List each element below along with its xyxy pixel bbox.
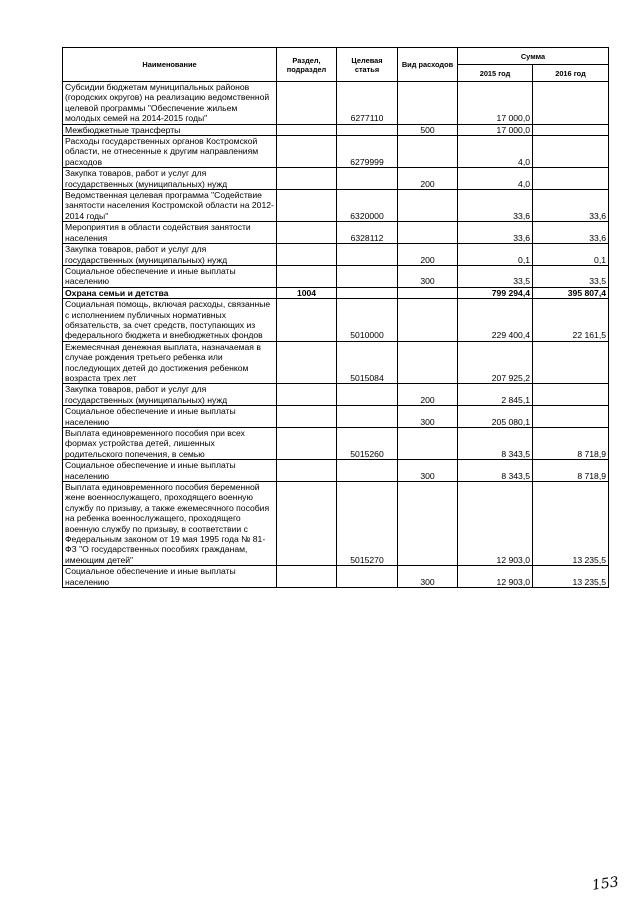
row-target-code [337, 406, 398, 428]
row-name: Социальное обеспечение и иные выплаты населению [63, 265, 277, 287]
row-name: Социальная помощь, включая расходы, связанные с исполнением публичных нормативных обязательств, за счет средств, поступающих из федерального бюджета и внебюджетных фондов [63, 299, 277, 342]
row-name: Социальное обеспечение и иные выплаты населению [63, 460, 277, 482]
row-expense-type: 200 [398, 384, 458, 406]
row-target-code: 6277110 [337, 82, 398, 125]
row-sum-2016 [533, 168, 609, 190]
table-row [63, 406, 609, 428]
table-row [63, 190, 609, 222]
row-name: Охрана семьи и детства [63, 287, 277, 298]
row-sum-2016: 13 235,5 [533, 482, 609, 566]
row-sum-2015: 207 925,2 [458, 341, 533, 384]
row-target-code [337, 124, 398, 135]
table-row [63, 265, 609, 287]
row-target-code: 6279999 [337, 136, 398, 168]
row-expense-type: 500 [398, 124, 458, 135]
table-row [63, 384, 609, 406]
row-section [277, 341, 337, 384]
row-sum-2016: 8 718,9 [533, 460, 609, 482]
row-expense-type [398, 299, 458, 342]
row-target-code: 6320000 [337, 190, 398, 222]
row-target-code: 6328112 [337, 222, 398, 244]
row-name: Выплата единовременного пособия при всех формах устройства детей, лишенных родительского попечения, в семью [63, 428, 277, 460]
table-row [63, 482, 609, 566]
row-sum-2015: 2 845,1 [458, 384, 533, 406]
row-target-code: 5010000 [337, 299, 398, 342]
row-sum-2015: 33,5 [458, 265, 533, 287]
row-sum-2015: 17 000,0 [458, 124, 533, 135]
row-name: Выплата единовременного пособия беременной жене военнослужащего, проходящего военную службу по призыву, а также ежемесячного пособия на ребенка военнослужащего, проходящего военную службу по призыву, в соответствии с Федеральным законом от 19 мая 1995 года № 81-ФЗ "О государственных пособиях гражданам, имеющим детей" [63, 482, 277, 566]
row-sum-2015: 0,1 [458, 244, 533, 266]
row-sum-2016 [533, 124, 609, 135]
header-name: Наименование [63, 48, 277, 82]
table-row [63, 244, 609, 266]
row-sum-2015: 4,0 [458, 136, 533, 168]
row-expense-type [398, 136, 458, 168]
row-sum-2016 [533, 406, 609, 428]
row-sum-2016: 0,1 [533, 244, 609, 266]
row-section [277, 384, 337, 406]
table-body [63, 82, 609, 588]
row-section [277, 222, 337, 244]
table-row [63, 168, 609, 190]
row-name: Межбюджетные трансферты [63, 124, 277, 135]
row-sum-2016: 8 718,9 [533, 428, 609, 460]
row-sum-2016 [533, 136, 609, 168]
row-target-code: 5015270 [337, 482, 398, 566]
row-expense-type [398, 190, 458, 222]
row-target-code [337, 460, 398, 482]
row-name: Социальное обеспечение и иные выплаты населению [63, 566, 277, 588]
row-expense-type: 300 [398, 406, 458, 428]
row-sum-2015: 8 343,5 [458, 460, 533, 482]
table-row [63, 136, 609, 168]
row-name: Закупка товаров, работ и услуг для государственных (муниципальных) нужд [63, 244, 277, 266]
row-sum-2016 [533, 384, 609, 406]
row-section [277, 482, 337, 566]
row-sum-2015: 33,6 [458, 190, 533, 222]
row-section [277, 190, 337, 222]
row-sum-2016: 22 161,5 [533, 299, 609, 342]
header-sum: Сумма [458, 48, 609, 65]
row-expense-type [398, 428, 458, 460]
row-section [277, 244, 337, 266]
row-sum-2016: 33,6 [533, 222, 609, 244]
row-target-code [337, 168, 398, 190]
row-target-code [337, 384, 398, 406]
row-section [277, 82, 337, 125]
row-name: Расходы государственных органов Костромской области, не отнесенные к другим направлениям расходов [63, 136, 277, 168]
header-target: Целевая статья [337, 48, 398, 82]
table-row [63, 460, 609, 482]
row-section [277, 566, 337, 588]
row-sum-2015: 205 080,1 [458, 406, 533, 428]
row-target-code: 5015260 [337, 428, 398, 460]
row-expense-type [398, 482, 458, 566]
row-target-code [337, 244, 398, 266]
row-expense-type: 300 [398, 460, 458, 482]
row-name: Ежемесячная денежная выплата, назначаемая в случае рождения третьего ребенка или последующих детей до достижения ребенком возраста трех лет [63, 341, 277, 384]
row-section [277, 136, 337, 168]
row-sum-2015: 33,6 [458, 222, 533, 244]
row-name: Социальное обеспечение и иные выплаты населению [63, 406, 277, 428]
row-sum-2016: 395 807,4 [533, 287, 609, 298]
row-section [277, 168, 337, 190]
row-name: Субсидии бюджетам муниципальных районов (городских округов) на реализацию ведомственной целевой программы "Обеспечение жильем молодых семей на 2014-2015 годы" [63, 82, 277, 125]
row-section [277, 265, 337, 287]
table-header [63, 48, 609, 82]
row-section [277, 124, 337, 135]
row-expense-type: 200 [398, 244, 458, 266]
table-row [63, 222, 609, 244]
row-section [277, 428, 337, 460]
row-target-code [337, 287, 398, 298]
row-sum-2015: 8 343,5 [458, 428, 533, 460]
page-number: 153 [591, 874, 620, 894]
row-target-code: 5015084 [337, 341, 398, 384]
header-year-2015: 2015 год [458, 65, 533, 82]
row-expense-type [398, 222, 458, 244]
row-sum-2015: 12 903,0 [458, 482, 533, 566]
header-section: Раздел, подраздел [277, 48, 337, 82]
table-row [63, 82, 609, 125]
row-section [277, 299, 337, 342]
budget-table [62, 47, 609, 588]
row-name: Закупка товаров, работ и услуг для государственных (муниципальных) нужд [63, 384, 277, 406]
row-expense-type: 300 [398, 265, 458, 287]
row-sum-2016 [533, 341, 609, 384]
row-expense-type: 200 [398, 168, 458, 190]
row-section [277, 460, 337, 482]
row-target-code [337, 566, 398, 588]
row-sum-2016: 13 235,5 [533, 566, 609, 588]
table-row [63, 341, 609, 384]
row-expense-type [398, 287, 458, 298]
row-expense-type: 300 [398, 566, 458, 588]
header-year-2016: 2016 год [533, 65, 609, 82]
table-row [63, 287, 609, 298]
row-name: Мероприятия в области содействия занятости населения [63, 222, 277, 244]
row-name: Ведомственная целевая программа "Содействие занятости населения Костромской области на 2012-2014 годы" [63, 190, 277, 222]
row-expense-type [398, 341, 458, 384]
table-row [63, 566, 609, 588]
row-sum-2016 [533, 82, 609, 125]
row-sum-2015: 799 294,4 [458, 287, 533, 298]
row-sum-2016: 33,6 [533, 190, 609, 222]
row-section: 1004 [277, 287, 337, 298]
table-row [63, 428, 609, 460]
header-type: Вид расходов [398, 48, 458, 82]
row-section [277, 406, 337, 428]
row-name: Закупка товаров, работ и услуг для государственных (муниципальных) нужд [63, 168, 277, 190]
row-sum-2015: 229 400,4 [458, 299, 533, 342]
row-sum-2015: 17 000,0 [458, 82, 533, 125]
row-sum-2015: 12 903,0 [458, 566, 533, 588]
table-row [63, 299, 609, 342]
row-target-code [337, 265, 398, 287]
row-expense-type [398, 82, 458, 125]
row-sum-2015: 4,0 [458, 168, 533, 190]
table-row [63, 124, 609, 135]
row-sum-2016: 33,5 [533, 265, 609, 287]
